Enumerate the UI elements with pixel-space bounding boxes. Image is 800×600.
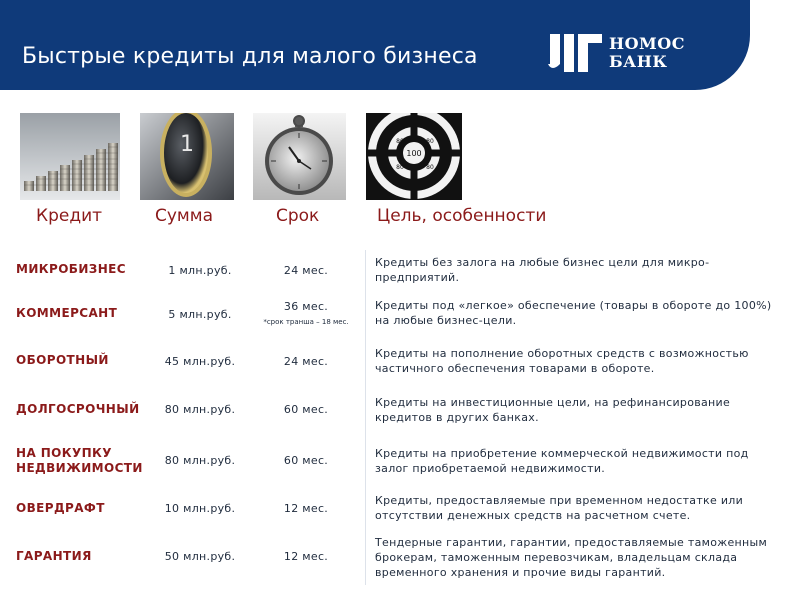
description-line: Кредиты под «легкое» обеспечение (товары в обороте до 100%) [375, 299, 772, 312]
target-ring-label: 80 [426, 164, 434, 171]
description-line: Кредиты без залога на любые бизнес цели для микро- [375, 256, 710, 269]
credit-term: 60 мес. [283, 454, 329, 467]
target-ring-label: 80 [396, 138, 404, 145]
column-header-purpose: Цель, особенности [377, 206, 547, 226]
credit-sum: 1 млн.руб. [168, 264, 232, 277]
credit-name-line: ДОЛГОСРОЧНЫЙ [16, 402, 140, 416]
description-line: Кредиты на инвестиционные цели, на рефинансирование [375, 396, 731, 409]
stopwatch-photo [253, 113, 346, 200]
credit-name-line: НА ПОКУПКУ [16, 446, 112, 460]
credit-description [375, 255, 780, 285]
description-line: Кредиты, предоставляемые при временном недостатке или [375, 494, 744, 507]
page-title: Быстрые кредиты для малого бизнеса [22, 44, 478, 69]
credit-name-guarantee [16, 549, 92, 564]
credit-term: 24 мес. [283, 264, 329, 277]
credit-description [375, 446, 780, 476]
description-line: Кредиты на пополнение оборотных средств с возможностью [375, 347, 749, 360]
credit-term-note: *срок транша – 18 мес. [263, 318, 349, 326]
target-ring-label: 80 [426, 138, 434, 145]
description-line: кредитов в других банках. [375, 411, 539, 424]
credit-name-long-term [16, 402, 140, 417]
credit-term: 24 мес. [283, 355, 329, 368]
credit-description [375, 298, 780, 328]
credit-name-overdraft [16, 501, 105, 516]
target-ring-label: 80 [396, 164, 404, 171]
credit-sum: 80 млн.руб. [164, 454, 236, 467]
logo-mark-icon [548, 34, 604, 72]
credit-description [375, 346, 780, 376]
credit-term: 12 мес. [283, 502, 329, 515]
column-header-term: Срок [276, 206, 320, 226]
description-line: временного хранения и прочие виды гарантий. [375, 566, 666, 579]
nomos-bank-logo [548, 34, 708, 74]
credit-description [375, 535, 780, 580]
credit-term: 12 мес. [283, 550, 329, 563]
header-banner [0, 0, 750, 90]
credit-name-working-capital [16, 353, 109, 368]
credit-name-line: ГАРАНТИЯ [16, 549, 92, 563]
credit-name-line: МИКРОБИЗНЕС [16, 262, 126, 276]
credit-sum: 45 млн.руб. [164, 355, 236, 368]
coin-stacks-photo [20, 113, 120, 200]
credit-name-line: КОММЕРСАНТ [16, 306, 118, 320]
description-line: Кредиты на приобретение коммерческой недвижимости под [375, 447, 749, 460]
credit-name-line: НЕДВИЖИМОСТИ [16, 461, 143, 475]
credit-sum: 5 млн.руб. [168, 308, 232, 321]
credit-term: 36 мес. [283, 300, 329, 313]
description-line: предприятий. [375, 271, 460, 284]
credit-name-line: ОБОРОТНЫЙ [16, 353, 109, 367]
description-line: отсутствии денежных средств на расчетном счете. [375, 509, 691, 522]
euro-coin-photo [140, 113, 234, 200]
logo-word-nomos: НОМОС [609, 34, 685, 53]
column-divider [365, 250, 366, 585]
credit-sum: 80 млн.руб. [164, 403, 236, 416]
description-line: Тендерные гарантии, гарантии, предоставляемые таможенным [375, 536, 768, 549]
credit-sum: 10 млн.руб. [164, 502, 236, 515]
target-label-100: 100 [406, 149, 422, 158]
svg-text:1: 1 [180, 132, 194, 157]
column-header-sum: Сумма [155, 206, 213, 226]
credit-name-real-estate [16, 446, 143, 476]
description-line: на любые бизнес-цели. [375, 314, 517, 327]
description-line: залог приобретаемой недвижимости. [375, 462, 606, 475]
credit-description [375, 493, 780, 523]
description-line: брокерам, таможенным перевозчикам, владельцам склада [375, 551, 738, 564]
description-line: частичного обеспечения товарами в обороте. [375, 362, 655, 375]
credit-term: 60 мес. [283, 403, 329, 416]
column-header-credit: Кредит [36, 206, 103, 226]
credit-name-kommersant [16, 306, 117, 321]
credit-name-line: ОВЕРДРАФТ [16, 501, 105, 515]
logo-word-bank: БАНК [609, 52, 668, 71]
target-photo [366, 113, 462, 200]
credit-sum: 50 млн.руб. [164, 550, 236, 563]
credit-name-microbusiness [16, 262, 126, 277]
credit-description [375, 395, 780, 425]
